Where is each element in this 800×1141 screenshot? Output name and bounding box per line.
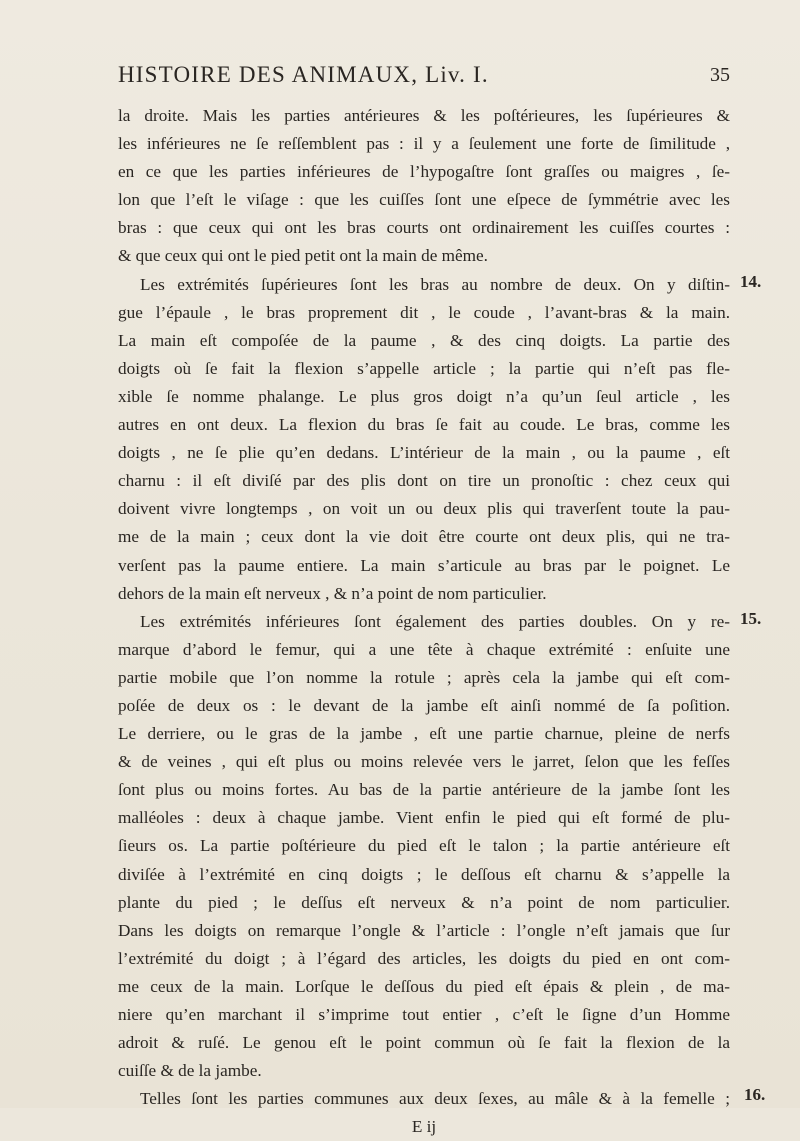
- text-line: partie mobile que l’on nomme la rotule ; après cela la jambe qui eſt com-: [118, 667, 730, 687]
- margin-paragraph-number: 14.: [740, 272, 762, 291]
- text-line: gue l’épaule , le bras proprement dit , le coude , l’avant-bras & la main.: [118, 302, 730, 322]
- page-header: [118, 62, 730, 94]
- text-line: La main eſt compoſée de la paume , & des cinq doigts. La partie des: [118, 330, 730, 350]
- text-line: & que ceux qui ont le pied petit ont la main de même.: [118, 246, 488, 266]
- text-line: me ceux de la main. Lorſque le deſſous du pied eſt épais & plein , de ma-: [118, 976, 730, 996]
- text-line: doivent vivre longtemps , on voit un ou deux plis qui traverſent toute la pau-: [118, 499, 730, 519]
- text-line: dehors de la main eſt nerveux , & n’a point de nom particulier.: [118, 583, 547, 603]
- text-line: Les extrémités ſupérieures ſont les bras au nombre de deux. On y diſtin-: [140, 274, 730, 294]
- text-line: malléoles : deux à chaque jambe. Vient enfin le pied qui eſt formé de plu-: [118, 808, 730, 828]
- text-line: autres en ont deux. La flexion du bras ſe fait au coude. Le bras, comme les: [118, 415, 730, 435]
- text-line: ſieurs os. La partie poſtérieure du pied eſt le talon ; la partie antérieure eſt: [118, 836, 730, 856]
- text-line: Les extrémités inférieures ſont également des parties doubles. On y re-: [140, 611, 730, 631]
- margin-paragraph-number: 15.: [740, 609, 762, 628]
- text-line: me de la main ; ceux dont la vie doit être courte ont deux plis, qui ne tra-: [118, 527, 730, 547]
- page-number: 35: [710, 64, 730, 86]
- text-line: plante du pied ; le deſſus eſt nerveux & n’a point de nom particulier.: [118, 892, 730, 912]
- text-line: marque d’abord le femur, qui a une tête à chaque extrémité : enſuite une: [118, 639, 730, 659]
- running-head: HISTOIRE DES ANIMAUX, Liv. I.: [118, 62, 489, 87]
- text-line: poſée de deux os : le devant de la jambe eſt ainſi nommé de ſa poſition.: [118, 695, 730, 715]
- text-line: charnu : il eſt diviſé par des plis dont on tire un pronoſtic : chez ceux qui: [118, 471, 730, 491]
- signature-mark: E ij: [411, 1117, 437, 1137]
- text-line: en ce que les parties inférieures de l’hypogaſtre ſont graſſes ou maigres , ſe-: [118, 162, 730, 182]
- text-line: verſent pas la paume entiere. La main s’articule au bras par le poignet. Le: [118, 555, 730, 575]
- text-line: Le derriere, ou le gras de la jambe , eſt une partie charnue, pleine de nerfs: [118, 724, 730, 744]
- text-line: adroit & ruſé. Le genou eſt le point commun où ſe fait la flexion de la: [118, 1033, 730, 1053]
- text-line: bras : que ceux qui ont les bras courts ont ordinairement les cuiſſes courtes :: [118, 218, 730, 238]
- text-line: cuiſſe & de la jambe.: [118, 1061, 262, 1081]
- text-line: les inférieures ne ſe reſſemblent pas : il y a ſeulement une forte de ſimilitude ,: [118, 134, 730, 154]
- text-line: xible ſe nomme phalange. Le plus gros doigt n’a qu’un ſeul article , les: [118, 386, 730, 406]
- text-line: l’extrémité du doigt ; à l’égard des articles, les doigts du pied en ont com-: [118, 948, 730, 968]
- text-line: ſont plus ou moins fortes. Au bas de la partie antérieure de la jambe ſont les: [118, 780, 730, 800]
- text-line: & de veines , qui eſt plus ou moins relevée vers le jarret, ſelon que les feſſes: [118, 752, 730, 772]
- text-line: niere qu’en marchant il s’imprime tout entier , c’eſt le ſigne d’un Homme: [118, 1005, 730, 1024]
- text-line: lon que l’eſt le viſage : que les cuiſſes ſont une eſpece de ſymmétrie avec les: [118, 190, 730, 210]
- text-line: Telles ſont les parties communes aux deux ſexes, au mâle & à la femelle ;: [140, 1089, 730, 1109]
- text-line: doigts , ne ſe plie qu’en dedans. L’intérieur de la main , ou la paume , eſt: [118, 443, 730, 463]
- text-line: doigts où ſe fait la flexion s’appelle article ; la partie qui n’eſt pas fle-: [118, 358, 730, 378]
- body-text: [118, 102, 730, 1141]
- text-line: Dans les doigts on remarque l’ongle & l’article : l’ongle n’eſt jamais que ſur: [118, 920, 730, 940]
- text-line: la droite. Mais les parties antérieures & les poſtérieures, les ſupérieures &: [118, 106, 730, 125]
- margin-paragraph-number: 16.: [744, 1085, 766, 1104]
- text-line: diviſée à l’extrémité en cinq doigts ; le deſſous eſt charnu & s’appelle la: [118, 864, 730, 884]
